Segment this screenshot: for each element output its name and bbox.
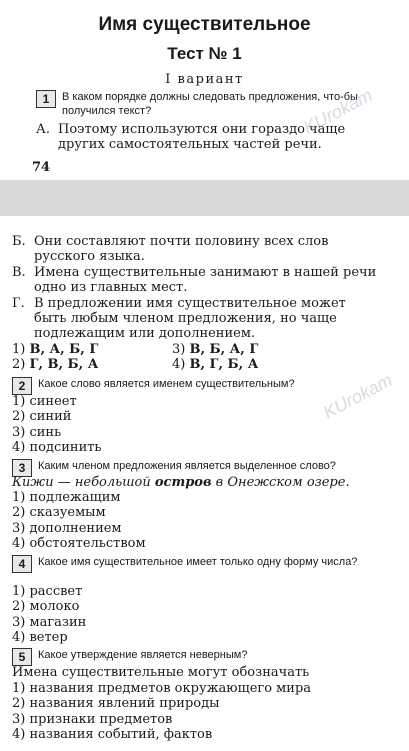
- sentence-letter: А.: [36, 122, 50, 137]
- sentence-letter: Б.: [12, 234, 26, 249]
- watermark: KUrokam: [300, 84, 376, 138]
- question-text: Каким членом предложения является выделенное слово?: [38, 460, 336, 472]
- sentence-text: В предложении имя существительное может быть любым членом предложения, но чаще подлежащим или дополнением.: [34, 296, 346, 341]
- option-4[interactable]: 4) названия событий, фактов: [12, 727, 213, 743]
- question-text: В каком порядке должны следовать предложения, что-бы получился текст?: [62, 91, 358, 117]
- test-title: Тест № 1: [167, 44, 242, 63]
- option-3[interactable]: 3) дополнением: [12, 520, 122, 536]
- option-1[interactable]: 1) синеет: [12, 394, 77, 409]
- sentence-text: Поэтому используются они гораздо чаще других самостоятельных частей речи.: [58, 122, 346, 152]
- option-4[interactable]: 4) подсинить: [12, 440, 102, 456]
- option-4[interactable]: 4) обстоятельством: [12, 536, 146, 552]
- question-1: [36, 90, 381, 118]
- sentence-letter: Г.: [12, 296, 25, 311]
- option-1[interactable]: 1) подлежащим: [12, 490, 121, 505]
- q3-options: [12, 490, 146, 552]
- question-text: Какое имя существительное имеет только одну форму числа?: [38, 556, 358, 568]
- watermark: KUrokam: [320, 369, 396, 423]
- option-4[interactable]: 4) ветер: [12, 630, 68, 646]
- question-5: [12, 648, 397, 666]
- sentence-text: Имена существительные занимают в нашей речи одно из главных мест.: [34, 265, 377, 295]
- option-2[interactable]: 2) сказуемым: [12, 505, 106, 521]
- q3-sentence: Кижи — небольшой остров в Онежском озере.: [12, 475, 350, 490]
- page-title: Имя существительное: [98, 14, 311, 35]
- question-2: [12, 377, 392, 395]
- q5-lead: Имена существительные могут обозначать: [12, 665, 310, 680]
- option-3[interactable]: 3) синь: [12, 424, 62, 440]
- sentence-text: Они составляют почти половину всех слов русского языка.: [34, 234, 329, 264]
- option-1[interactable]: 1) названия предметов окружающего мира: [12, 681, 312, 696]
- q4-options: [12, 584, 86, 646]
- option-1[interactable]: 1) рассвет: [12, 584, 83, 599]
- question-number: 3: [12, 459, 32, 477]
- sentence-g: [12, 296, 382, 341]
- option-3[interactable]: 3) признаки предметов: [12, 711, 173, 727]
- sentence-b: [12, 234, 382, 264]
- sentence-a: [36, 122, 381, 152]
- question-text: Какое утверждение является неверным?: [38, 649, 248, 661]
- question-number: 4: [12, 555, 32, 573]
- highlighted-word: остров: [154, 475, 212, 490]
- q2-options: [12, 394, 102, 456]
- option-1[interactable]: 1) В, А, Б, Г: [12, 342, 99, 357]
- option-2[interactable]: 2) названия явлений природы: [12, 696, 220, 712]
- option-3[interactable]: 3) магазин: [12, 614, 87, 630]
- option-2[interactable]: 2) Г, В, Б, А: [12, 357, 99, 373]
- variant-label: I вариант: [165, 72, 244, 87]
- question-number: 1: [36, 90, 56, 108]
- page-number: 74: [32, 160, 51, 175]
- sentence-v: [12, 265, 382, 295]
- question-4: [12, 555, 377, 573]
- question-number: 5: [12, 648, 32, 666]
- q5-options: [12, 681, 311, 743]
- question-number: 2: [12, 377, 32, 395]
- option-2[interactable]: 2) синий: [12, 409, 72, 425]
- q1-options: [12, 342, 332, 373]
- page-gap: [0, 180, 409, 216]
- option-2[interactable]: 2) молоко: [12, 599, 80, 615]
- question-text: Какое слово является именем существительным?: [38, 378, 295, 390]
- sentence-letter: В.: [12, 265, 26, 280]
- option-3[interactable]: 3) В, Б, А, Г: [172, 342, 259, 357]
- option-4[interactable]: 4) В, Г, Б, А: [172, 357, 259, 373]
